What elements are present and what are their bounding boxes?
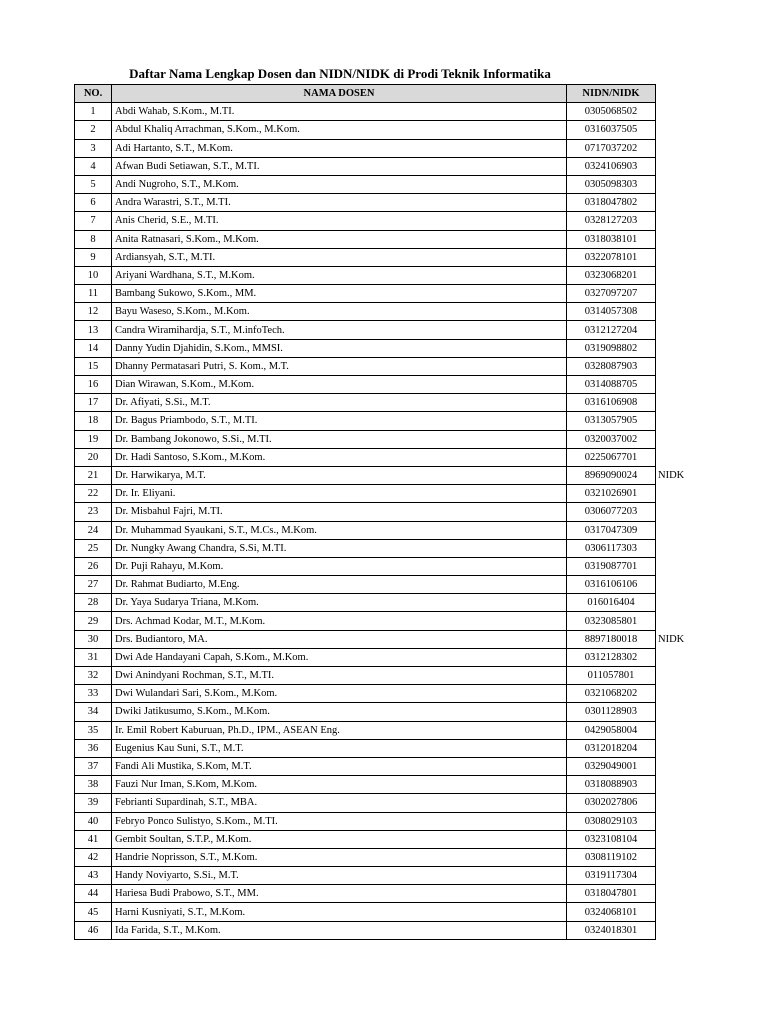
nidn-value: 0312018204 <box>584 742 638 754</box>
row-number: 46 <box>75 921 112 939</box>
table-row <box>75 703 656 721</box>
lecturer-nidn <box>567 885 656 903</box>
nidn-value: 0321068202 <box>584 688 638 700</box>
nidn-value: 8897180018 <box>584 633 638 645</box>
row-number: 36 <box>75 739 112 757</box>
row-number: 24 <box>75 521 112 539</box>
lecturer-name: Febryo Ponco Sulistyo, S.Kom., M.TI. <box>112 812 567 830</box>
table-row <box>75 103 656 121</box>
table-row <box>75 266 656 284</box>
lecturer-name: Dr. Bagus Priambodo, S.T., M.TI. <box>112 412 567 430</box>
table-row <box>75 303 656 321</box>
table-row <box>75 248 656 266</box>
row-number: 11 <box>75 285 112 303</box>
column-header-no: NO. <box>75 85 112 103</box>
column-header-nidn: NIDN/NIDK <box>567 85 656 103</box>
row-number: 3 <box>75 139 112 157</box>
nidn-value: 0306077203 <box>584 506 638 518</box>
nidn-value: 0324018301 <box>584 924 638 936</box>
lecturer-name: Hariesa Budi Prabowo, S.T., MM. <box>112 885 567 903</box>
lecturer-nidn <box>567 230 656 248</box>
lecturer-name: Candra Wiramihardja, S.T., M.infoTech. <box>112 321 567 339</box>
nidn-value: 0318088903 <box>584 779 638 791</box>
lecturer-name: Dr. Puji Rahayu, M.Kom. <box>112 557 567 575</box>
lecturer-nidn <box>567 448 656 466</box>
row-number: 13 <box>75 321 112 339</box>
table-row <box>75 485 656 503</box>
lecturer-nidn <box>567 721 656 739</box>
row-number: 31 <box>75 648 112 666</box>
lecturer-name: Abdul Khaliq Arrachman, S.Kom., M.Kom. <box>112 121 567 139</box>
lecturer-nidn <box>567 557 656 575</box>
lecturer-nidn <box>567 685 656 703</box>
lecturer-name: Dr. Nungky Awang Chandra, S.Si, M.TI. <box>112 539 567 557</box>
table-row <box>75 412 656 430</box>
lecturer-nidn <box>567 776 656 794</box>
lecturer-nidn <box>567 394 656 412</box>
row-number: 5 <box>75 175 112 193</box>
lecturer-name: Dr. Ir. Eliyani. <box>112 485 567 503</box>
table-row <box>75 848 656 866</box>
nidn-value: 0429058004 <box>584 724 638 736</box>
lecturer-nidn <box>567 648 656 666</box>
table-row <box>75 394 656 412</box>
lecturer-name: Afwan Budi Setiawan, S.T., M.TI. <box>112 157 567 175</box>
table-row <box>75 212 656 230</box>
lecturer-name: Bambang Sukowo, S.Kom., MM. <box>112 285 567 303</box>
lecturer-nidn <box>567 830 656 848</box>
lecturer-name: Drs. Achmad Kodar, M.T., M.Kom. <box>112 612 567 630</box>
lecturer-name: Harni Kusniyati, S.T., M.Kom. <box>112 903 567 921</box>
column-header-name: NAMA DOSEN <box>112 85 567 103</box>
lecturer-nidn <box>567 121 656 139</box>
lecturer-nidn <box>567 576 656 594</box>
nidn-value: 0324106903 <box>584 160 638 172</box>
row-number: 37 <box>75 757 112 775</box>
nidn-value: 0316037505 <box>584 124 638 136</box>
nidn-value: 0318038101 <box>584 233 638 245</box>
table-row <box>75 376 656 394</box>
row-number: 27 <box>75 576 112 594</box>
nidn-value: 0314057308 <box>584 306 638 318</box>
lecturer-nidn <box>567 376 656 394</box>
lecturer-nidn <box>567 430 656 448</box>
header-row <box>75 85 656 103</box>
nidn-value: 0312127204 <box>584 324 638 336</box>
row-number: 43 <box>75 867 112 885</box>
row-number: 29 <box>75 612 112 630</box>
nidn-value: 0319098802 <box>584 342 638 354</box>
row-number: 35 <box>75 721 112 739</box>
row-number: 8 <box>75 230 112 248</box>
nidn-value: 016016404 <box>587 597 635 609</box>
lecturer-nidn <box>567 357 656 375</box>
table-row <box>75 339 656 357</box>
row-number: 26 <box>75 557 112 575</box>
lecturer-name: Dr. Yaya Sudarya Triana, M.Kom. <box>112 594 567 612</box>
nidn-value: 0323085801 <box>584 615 638 627</box>
row-number: 32 <box>75 667 112 685</box>
row-number: 18 <box>75 412 112 430</box>
row-number: 30 <box>75 630 112 648</box>
lecturer-name: Dwiki Jatikusumo, S.Kom., M.Kom. <box>112 703 567 721</box>
table-row <box>75 648 656 666</box>
table-row <box>75 194 656 212</box>
lecturer-nidn <box>567 139 656 157</box>
lecturer-nidn <box>567 248 656 266</box>
table-row <box>75 430 656 448</box>
nidn-value: 0302027806 <box>584 797 638 809</box>
lecturer-nidn <box>567 612 656 630</box>
lecturer-name: Andi Nugroho, S.T., M.Kom. <box>112 175 567 193</box>
table-row <box>75 230 656 248</box>
nidn-value: 0717037202 <box>584 142 638 154</box>
lecturer-nidn <box>567 921 656 939</box>
lecturer-nidn <box>567 703 656 721</box>
table-row <box>75 776 656 794</box>
lecturer-name: Dr. Harwikarya, M.T. <box>112 466 567 484</box>
nidn-value: 0318047802 <box>584 197 638 209</box>
row-number: 40 <box>75 812 112 830</box>
nidn-value: 011057801 <box>587 670 635 682</box>
nidn-value: 0317047309 <box>584 524 638 536</box>
row-number: 21 <box>75 466 112 484</box>
lecturer-name: Adi Hartanto, S.T., M.Kom. <box>112 139 567 157</box>
nidn-value: 0329049001 <box>584 761 638 773</box>
row-number: 45 <box>75 903 112 921</box>
row-number: 4 <box>75 157 112 175</box>
nidn-value: 0327097207 <box>584 288 638 300</box>
lecturer-nidn <box>567 485 656 503</box>
lecturer-nidn <box>567 157 656 175</box>
lecturer-nidn <box>567 757 656 775</box>
lecturer-name: Handy Noviyarto, S.Si., M.T. <box>112 867 567 885</box>
row-number: 38 <box>75 776 112 794</box>
nidn-value: 0308029103 <box>584 815 638 827</box>
lecturer-name: Dr. Bambang Jokonowo, S.Si., M.TI. <box>112 430 567 448</box>
lecturer-name: Dhanny Permatasari Putri, S. Kom., M.T. <box>112 357 567 375</box>
lecturer-nidn <box>567 266 656 284</box>
nidn-value: 0316106106 <box>584 579 638 591</box>
nidn-value: 0312128302 <box>584 651 638 663</box>
nidn-value: 0305068502 <box>584 106 638 118</box>
table-row <box>75 557 656 575</box>
lecturer-name: Dwi Ade Handayani Capah, S.Kom., M.Kom. <box>112 648 567 666</box>
nidn-value: 0319117304 <box>584 870 638 882</box>
nidk-note: NIDK <box>658 633 685 645</box>
lecturer-nidn <box>567 339 656 357</box>
table-row <box>75 139 656 157</box>
row-number: 41 <box>75 830 112 848</box>
table-body <box>75 103 685 940</box>
table-row <box>75 921 656 939</box>
table-row <box>75 157 656 175</box>
nidn-value: 0323108104 <box>584 833 638 845</box>
lecturer-name: Dr. Muhammad Syaukani, S.T., M.Cs., M.Kom. <box>112 521 567 539</box>
lecturer-nidn <box>567 539 656 557</box>
table-row <box>75 175 656 193</box>
lecturer-nidn <box>567 503 656 521</box>
lecturer-name: Bayu Waseso, S.Kom., M.Kom. <box>112 303 567 321</box>
row-number: 15 <box>75 357 112 375</box>
lecturer-name: Dian Wirawan, S.Kom., M.Kom. <box>112 376 567 394</box>
table-row <box>75 812 656 830</box>
lecturer-nidn <box>567 667 656 685</box>
row-number: 6 <box>75 194 112 212</box>
lecturer-nidn <box>567 521 656 539</box>
lecturer-name: Ida Farida, S.T., M.Kom. <box>112 921 567 939</box>
nidn-value: 0323068201 <box>584 269 638 281</box>
table-row <box>75 867 656 885</box>
table-row <box>75 357 656 375</box>
lecturer-name: Andra Warastri, S.T., M.TI. <box>112 194 567 212</box>
lecturer-nidn <box>567 466 685 484</box>
lecturer-nidn <box>567 303 656 321</box>
table-row <box>75 576 656 594</box>
lecturer-name: Dr. Misbahul Fajri, M.TI. <box>112 503 567 521</box>
lecturer-table <box>74 84 685 940</box>
row-number: 25 <box>75 539 112 557</box>
lecturer-name: Anis Cherid, S.E., M.TI. <box>112 212 567 230</box>
lecturer-nidn <box>567 630 685 648</box>
lecturer-name: Handrie Noprisson, S.T., M.Kom. <box>112 848 567 866</box>
table-row <box>75 594 656 612</box>
nidn-value: 0318047801 <box>584 888 638 900</box>
table-row <box>75 121 656 139</box>
lecturer-nidn <box>567 412 656 430</box>
row-number: 22 <box>75 485 112 503</box>
nidn-value: 0320037002 <box>584 433 638 445</box>
lecturer-nidn <box>567 739 656 757</box>
lecturer-name: Ardiansyah, S.T., M.TI. <box>112 248 567 266</box>
table-row <box>75 612 656 630</box>
lecturer-nidn <box>567 848 656 866</box>
row-number: 23 <box>75 503 112 521</box>
lecturer-nidn <box>567 812 656 830</box>
table-row <box>75 630 656 648</box>
lecturer-name: Febrianti Supardinah, S.T., MBA. <box>112 794 567 812</box>
lecturer-name: Ariyani Wardhana, S.T., M.Kom. <box>112 266 567 284</box>
nidn-value: 8969090024 <box>584 470 638 482</box>
table-header <box>75 85 656 103</box>
nidn-value: 0322078101 <box>584 251 638 263</box>
lecturer-name: Anita Ratnasari, S.Kom., M.Kom. <box>112 230 567 248</box>
row-number: 10 <box>75 266 112 284</box>
table-row <box>75 667 656 685</box>
row-number: 16 <box>75 376 112 394</box>
row-number: 12 <box>75 303 112 321</box>
row-number: 14 <box>75 339 112 357</box>
nidn-value: 0306117303 <box>584 542 638 554</box>
page-title: Daftar Nama Lengkap Dosen dan NIDN/NIDK di Prodi Teknik Informatika <box>129 66 551 81</box>
lecturer-nidn <box>567 903 656 921</box>
lecturer-nidn <box>567 194 656 212</box>
table-row <box>75 685 656 703</box>
row-number: 1 <box>75 103 112 121</box>
lecturer-nidn <box>567 212 656 230</box>
table-row <box>75 721 656 739</box>
row-number: 39 <box>75 794 112 812</box>
nidn-value: 0305098303 <box>584 179 638 191</box>
row-number: 19 <box>75 430 112 448</box>
nidn-value: 0301128903 <box>584 706 638 718</box>
lecturer-nidn <box>567 103 656 121</box>
row-number: 44 <box>75 885 112 903</box>
nidk-note: NIDK <box>658 469 685 481</box>
nidn-value: 0316106908 <box>584 397 638 409</box>
lecturer-name: Dr. Afiyati, S.Si., M.T. <box>112 394 567 412</box>
lecturer-name: Dwi Wulandari Sari, S.Kom., M.Kom. <box>112 685 567 703</box>
lecturer-nidn <box>567 321 656 339</box>
table-row <box>75 794 656 812</box>
nidn-value: 0313057905 <box>584 415 638 427</box>
table-row <box>75 885 656 903</box>
row-number: 34 <box>75 703 112 721</box>
lecturer-name: Dr. Rahmat Budiarto, M.Eng. <box>112 576 567 594</box>
table-row <box>75 830 656 848</box>
lecturer-name: Eugenius Kau Suni, S.T., M.T. <box>112 739 567 757</box>
nidn-value: 0314088705 <box>584 379 638 391</box>
lecturer-nidn <box>567 594 656 612</box>
row-number: 9 <box>75 248 112 266</box>
lecturer-name: Fauzi Nur Iman, S.Kom, M.Kom. <box>112 776 567 794</box>
table-row <box>75 757 656 775</box>
row-number: 17 <box>75 394 112 412</box>
nidn-value: 0328087903 <box>584 360 638 372</box>
nidn-value: 0324068101 <box>584 906 638 918</box>
table-row <box>75 739 656 757</box>
lecturer-name: Gembit Soultan, S.T.P., M.Kom. <box>112 830 567 848</box>
table-row <box>75 466 656 484</box>
lecturer-nidn <box>567 867 656 885</box>
nidn-value: 0225067701 <box>584 451 638 463</box>
row-number: 7 <box>75 212 112 230</box>
row-number: 28 <box>75 594 112 612</box>
table-row <box>75 539 656 557</box>
table-row <box>75 521 656 539</box>
lecturer-name: Dwi Anindyani Rochman, S.T., M.TI. <box>112 667 567 685</box>
lecturer-name: Danny Yudin Djahidin, S.Kom., MMSI. <box>112 339 567 357</box>
lecturer-name: Ir. Emil Robert Kaburuan, Ph.D., IPM., ASEAN Eng. <box>112 721 567 739</box>
row-number: 33 <box>75 685 112 703</box>
nidn-value: 0321026901 <box>584 488 638 500</box>
nidn-value: 0319087701 <box>584 560 638 572</box>
lecturer-name: Fandi Ali Mustika, S.Kom, M.T. <box>112 757 567 775</box>
nidn-value: 0328127203 <box>584 215 638 227</box>
row-number: 2 <box>75 121 112 139</box>
table-row <box>75 903 656 921</box>
nidn-value: 0308119102 <box>584 851 638 863</box>
table-row <box>75 321 656 339</box>
lecturer-name: Abdi Wahab, S.Kom., M.TI. <box>112 103 567 121</box>
table-row <box>75 285 656 303</box>
lecturer-name: Drs. Budiantoro, MA. <box>112 630 567 648</box>
lecturer-nidn <box>567 175 656 193</box>
row-number: 20 <box>75 448 112 466</box>
table-row <box>75 503 656 521</box>
lecturer-nidn <box>567 285 656 303</box>
lecturer-nidn <box>567 794 656 812</box>
lecturer-name: Dr. Hadi Santoso, S.Kom., M.Kom. <box>112 448 567 466</box>
row-number: 42 <box>75 848 112 866</box>
table-row <box>75 448 656 466</box>
